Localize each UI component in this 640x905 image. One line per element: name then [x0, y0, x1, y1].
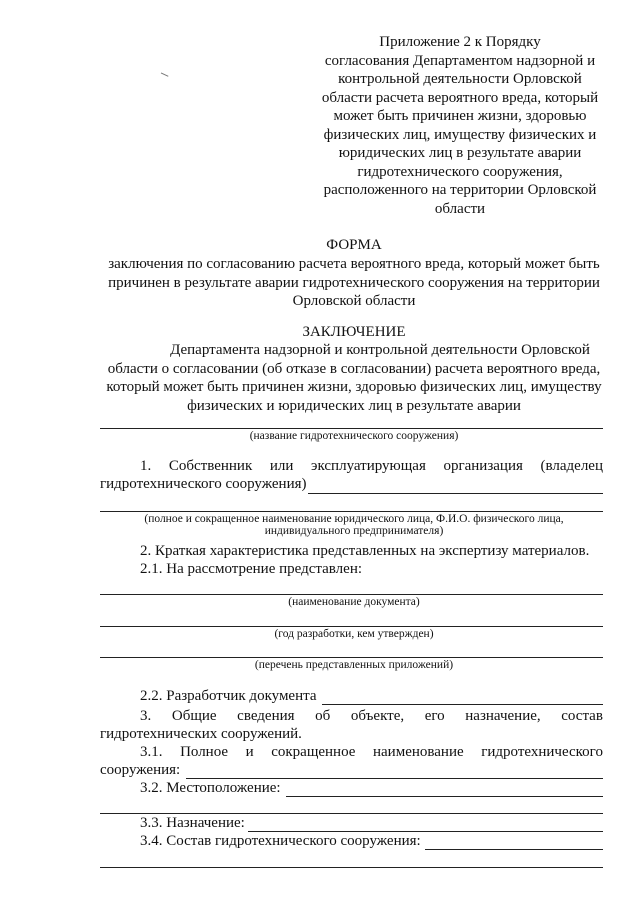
word: 1. [140, 458, 152, 474]
appendix-line: физических лиц, имуществу физических и [323, 126, 597, 143]
document-year-field[interactable] [100, 626, 603, 627]
composition-field-2[interactable] [100, 867, 603, 868]
item-3-2: 3.2. Местоположение: [140, 780, 281, 796]
developer-field[interactable] [322, 704, 603, 705]
conclusion-title: ЗАКЛЮЧЕНИЕ [302, 324, 406, 340]
word: 3.1. [140, 744, 163, 760]
word: и [245, 744, 254, 760]
conclusion-subtitle-line: Департамента надзорной и контрольной деятельности Орловской [170, 342, 590, 358]
item-2-1: 2.1. На рассмотрение представлен: [140, 561, 363, 577]
word: сведения [237, 708, 295, 724]
word: или [269, 458, 294, 474]
appendix-line: гидротехнического сооружения, [357, 163, 563, 180]
conclusion-subtitle [100, 341, 608, 415]
appendix-line: может быть причинен жизни, здоровью [333, 108, 587, 124]
attachments-field[interactable] [100, 657, 603, 658]
appendix-line: области расчета вероятного вреда, который [321, 89, 599, 106]
item-3-3: 3.3. Назначение: [140, 815, 245, 831]
form-subtitle-line: заключения по согласованию расчета вероятного вреда, который может быть [108, 256, 600, 272]
conclusion-subtitle-line: физических и юридических лиц в результате аварии [187, 397, 521, 414]
structure-name-field[interactable] [100, 428, 603, 429]
conclusion-subtitle-line: области о согласовании (об отказе в согласовании) расчета вероятного вреда, [107, 360, 601, 377]
scan-mark [160, 72, 169, 79]
owner-caption-line: (полное и сокращенное наименование юридического лица, Ф.И.О. физического лица, [144, 513, 564, 525]
form-subtitle-line: причинен в результате аварии гидротехнического сооружения на территории [108, 274, 600, 291]
item-3-1-line-2: сооружения: [100, 762, 181, 778]
purpose-field[interactable] [248, 831, 603, 832]
item-3-4: 3.4. Состав гидротехнического сооружения: [140, 833, 421, 849]
word: 3. [140, 708, 152, 724]
form-title: ФОРМА [326, 237, 382, 253]
word: объекте, [350, 708, 405, 724]
appendix-line: юридических лиц в результате аварии [338, 145, 582, 161]
structure-name-caption: (название гидротехнического сооружения) [249, 430, 459, 442]
appendix-note [300, 33, 620, 218]
owner-caption-line: индивидуального предпринимателя) [264, 525, 444, 537]
word: организация [443, 458, 523, 474]
structure-full-name-field[interactable] [186, 778, 603, 779]
document-year-caption: (год разработки, кем утвержден) [274, 628, 434, 640]
owner-caption [100, 513, 608, 537]
word: об [315, 708, 331, 724]
appendix-line: области [434, 200, 486, 217]
item-1-line-2: гидротехнического сооружения) [100, 476, 307, 492]
word: назначение, [465, 708, 541, 724]
owner-field-2[interactable] [100, 511, 603, 512]
conclusion-subtitle-line: который может быть причинен жизни, здоровью физических лиц, имуществу [106, 379, 602, 395]
word: (владелец [540, 458, 603, 474]
owner-field[interactable] [308, 493, 603, 494]
form-subtitle-line: Орловской области [292, 293, 416, 309]
composition-field[interactable] [425, 849, 603, 850]
word: Полное [180, 744, 229, 760]
document-name-field[interactable] [100, 594, 603, 595]
form-subtitle [100, 255, 608, 311]
appendix-line: контрольной деятельности Орловской [338, 71, 582, 87]
appendix-line: расположенного на территории Орловской [323, 182, 597, 198]
location-field-2[interactable] [100, 813, 603, 814]
item-2-2: 2.2. Разработчик документа [140, 688, 317, 704]
word: эксплуатирующая [311, 458, 426, 474]
word: наименование [373, 744, 464, 760]
location-field[interactable] [286, 796, 603, 797]
word: Общие [171, 708, 217, 724]
word: гидротехнического [481, 744, 603, 760]
item-3-line-2: гидротехнических сооружений. [100, 726, 302, 742]
appendix-line: Приложение 2 к Порядку [379, 34, 541, 50]
word: его [424, 708, 445, 724]
appendix-line: согласования Департаментом надзорной и [324, 52, 596, 69]
word: состав [561, 708, 603, 724]
item-2: 2. Краткая характеристика представленных на экспертизу материалов. [140, 543, 590, 559]
item-3-line-1 [140, 708, 603, 725]
document-name-caption: (наименование документа) [288, 596, 420, 608]
word: сокращенное [271, 744, 356, 760]
attachments-caption: (перечень представленных приложений) [254, 659, 454, 671]
item-3-1-line-1 [140, 744, 603, 761]
item-1-line-1 [140, 458, 603, 475]
word: Собственник [168, 458, 253, 474]
